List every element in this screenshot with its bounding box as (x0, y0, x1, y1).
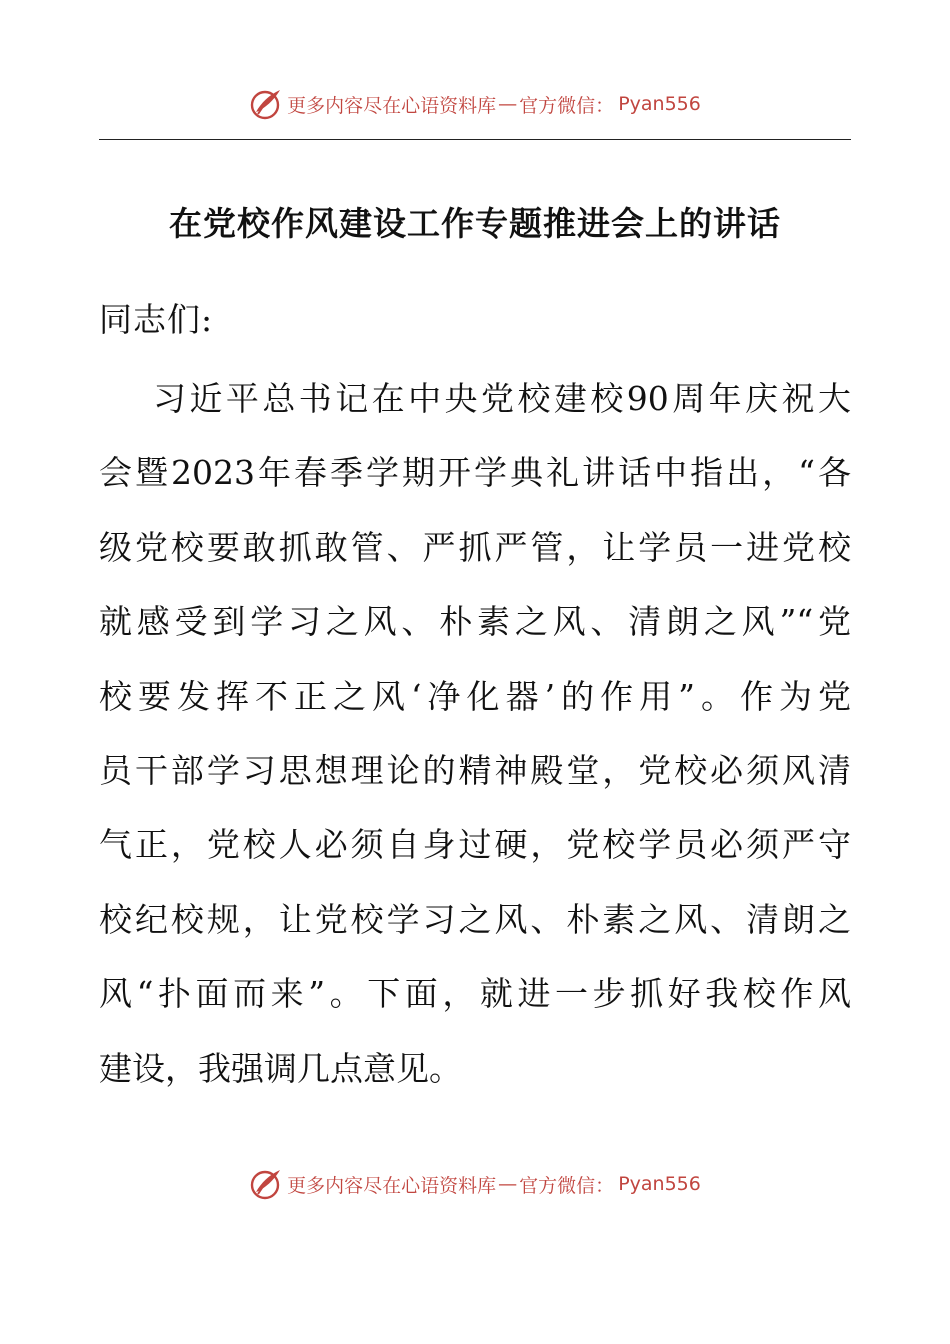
body-line: 建设，我强调几点意见。 (99, 1048, 462, 1088)
watermark-wechat-id: Pyan556 (618, 93, 701, 115)
footer-watermark (0, 1164, 950, 1204)
watermark-wechat-id: Pyan556 (618, 1173, 701, 1195)
salutation: 同志们: (99, 300, 214, 339)
header-watermark (0, 84, 950, 124)
watermark-text: 更多内容尽在心语资料库 (287, 94, 497, 117)
document-title: 在党校作风建设工作专题推进会上的讲话 (169, 204, 781, 243)
body-line: 会暨2023年春季学期开学典礼讲话中指出，“各 (99, 453, 851, 493)
body-line: 级党校要敢抓敢管、严抓严管，让学员一进党校 (99, 527, 851, 567)
body-line: 风“扑面而来”。下面，就进一步抓好我校作风 (99, 974, 851, 1014)
body-line: 校纪校规，让党校学习之风、朴素之风、清朗之 (99, 899, 851, 939)
watermark-official-label: 官方微信： (519, 1174, 615, 1197)
body-paragraph (99, 362, 851, 1106)
quill-circle-icon (249, 87, 283, 121)
watermark-dash: — (498, 93, 518, 115)
body-line: 习近平总书记在中央党校建校90周年庆祝大 (153, 379, 851, 418)
body-line: 气正，党校人必须自身过硬，党校学员必须严守 (99, 825, 851, 865)
body-line: 员干部学习思想理论的精神殿堂，党校必须风清 (99, 750, 851, 790)
watermark-dash: — (498, 1173, 518, 1195)
body-line: 就感受到学习之风、朴素之风、清朗之风”“党 (99, 602, 851, 642)
watermark-text: 更多内容尽在心语资料库 (287, 1174, 497, 1197)
body-line: 校要发挥不正之风‘净化器’的作用”。作为党 (99, 676, 851, 716)
quill-circle-icon (249, 1167, 283, 1201)
watermark-official-label: 官方微信： (519, 94, 615, 117)
header-divider (99, 139, 851, 140)
